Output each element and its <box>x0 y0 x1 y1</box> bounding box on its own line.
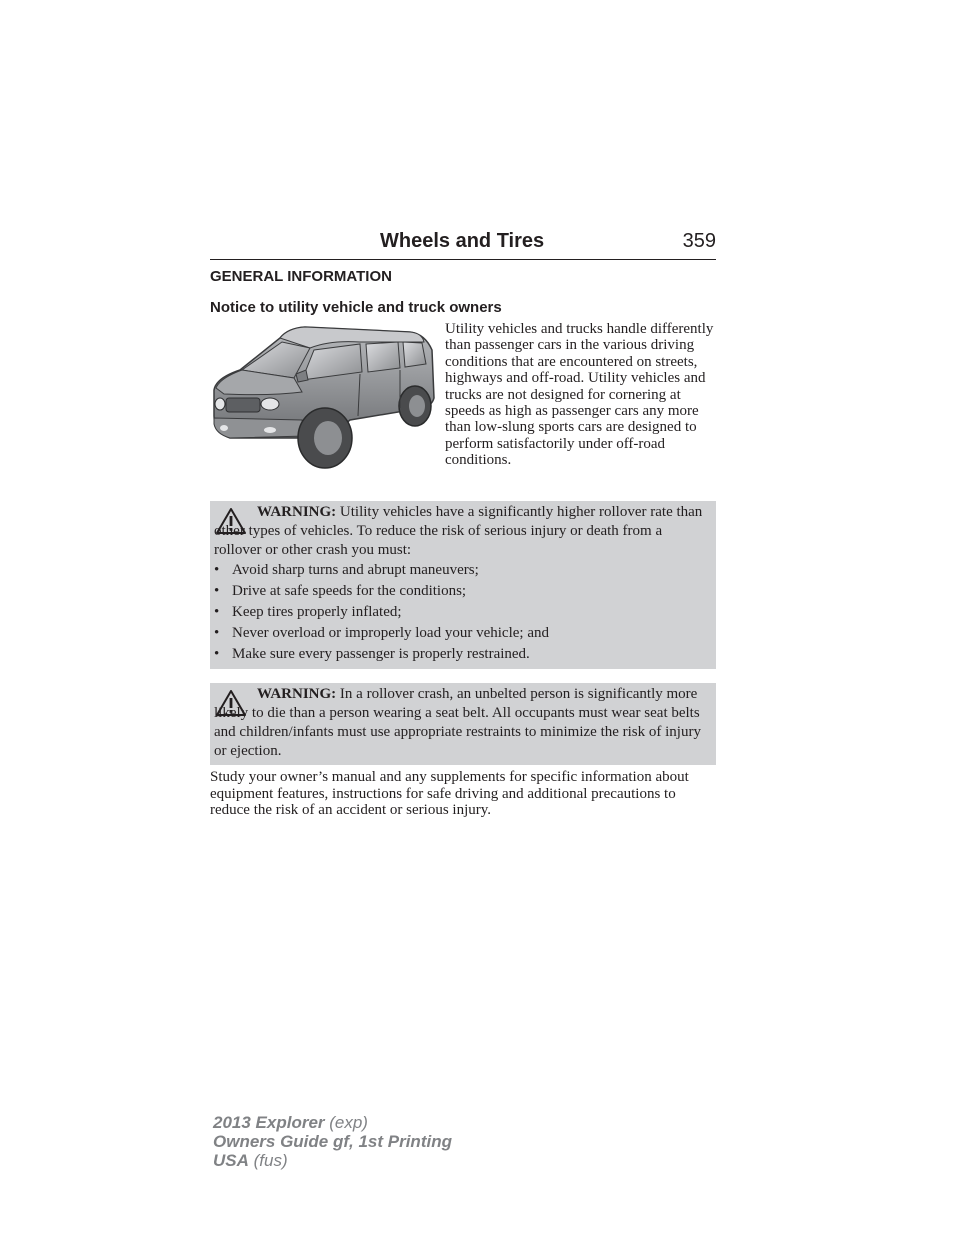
warning-body: Utility vehicles have a significantly higher rollover rate than other types of vehicles. To reduce the risk of serious injury or death from a rollover or other crash you must: <box>214 504 703 558</box>
warning-label: WARNING: <box>257 686 337 702</box>
list-item-text: Avoid sharp turns and abrupt maneuvers; <box>232 562 479 578</box>
bullet: • <box>214 583 220 599</box>
list-item-text: Drive at safe speeds for the conditions; <box>232 583 467 599</box>
list-item <box>214 644 549 665</box>
footer-line-model <box>213 1113 452 1132</box>
warning-box-seatbelt <box>210 683 716 765</box>
chapter-title: Wheels and Tires <box>380 230 545 252</box>
page-footer <box>213 1113 452 1170</box>
footer-line-market <box>213 1151 452 1170</box>
bullet: • <box>214 646 220 662</box>
list-item <box>214 623 549 644</box>
warning-label: WARNING: <box>257 504 337 520</box>
footer-line-guide <box>213 1132 452 1151</box>
bullet: • <box>214 562 220 578</box>
page-header <box>210 229 716 260</box>
closing-paragraph: Study your owner’s manual and any supplements for specific information about equipment features, instructions for safe driving and additional precautions to reduce the risk of an accident or serious injury. <box>210 769 689 818</box>
warning-text <box>214 685 710 761</box>
list-item <box>214 581 549 602</box>
warning-box-rollover <box>210 501 716 669</box>
list-item-text: Never overload or improperly load your vehicle; and <box>232 625 549 641</box>
subheading: Notice to utility vehicle and truck owners <box>210 299 502 316</box>
warning-text <box>214 503 710 560</box>
suv-illustration <box>210 320 436 470</box>
list-item <box>214 560 549 581</box>
list-item <box>214 602 549 623</box>
bullet: • <box>214 625 220 641</box>
footer-model: 2013 Explorer <box>213 1113 325 1132</box>
footer-market: USA <box>213 1151 249 1170</box>
section-heading: GENERAL INFORMATION <box>210 268 392 285</box>
page-number: 359 <box>682 230 716 252</box>
list-item-text: Make sure every passenger is properly restrained. <box>232 646 530 662</box>
footer-market-code: (fus) <box>248 1151 288 1170</box>
warning-body: In a rollover crash, an unbelted person is significantly more likely to die than a person wearing a seat belt. All occupants must wear seat belts and children/infants must use appropriate restraints to minimize the risk of injury or ejection. <box>214 686 701 759</box>
list-item-text: Keep tires properly inflated; <box>232 604 402 620</box>
intro-paragraph: Utility vehicles and trucks handle differently than passenger cars in the various driving conditions that are encountered on streets, highways and off-road. Utility vehicles and trucks are not designed for cornering at speeds as high as passenger cars any more than low-slung sports cars are designed to perform satisfactorily under off-road conditions. <box>445 321 714 469</box>
bullet: • <box>214 604 220 620</box>
footer-guide: Owners Guide gf, 1st Printing <box>213 1132 452 1151</box>
footer-model-code: (exp) <box>324 1113 368 1132</box>
warning-list <box>214 560 549 665</box>
